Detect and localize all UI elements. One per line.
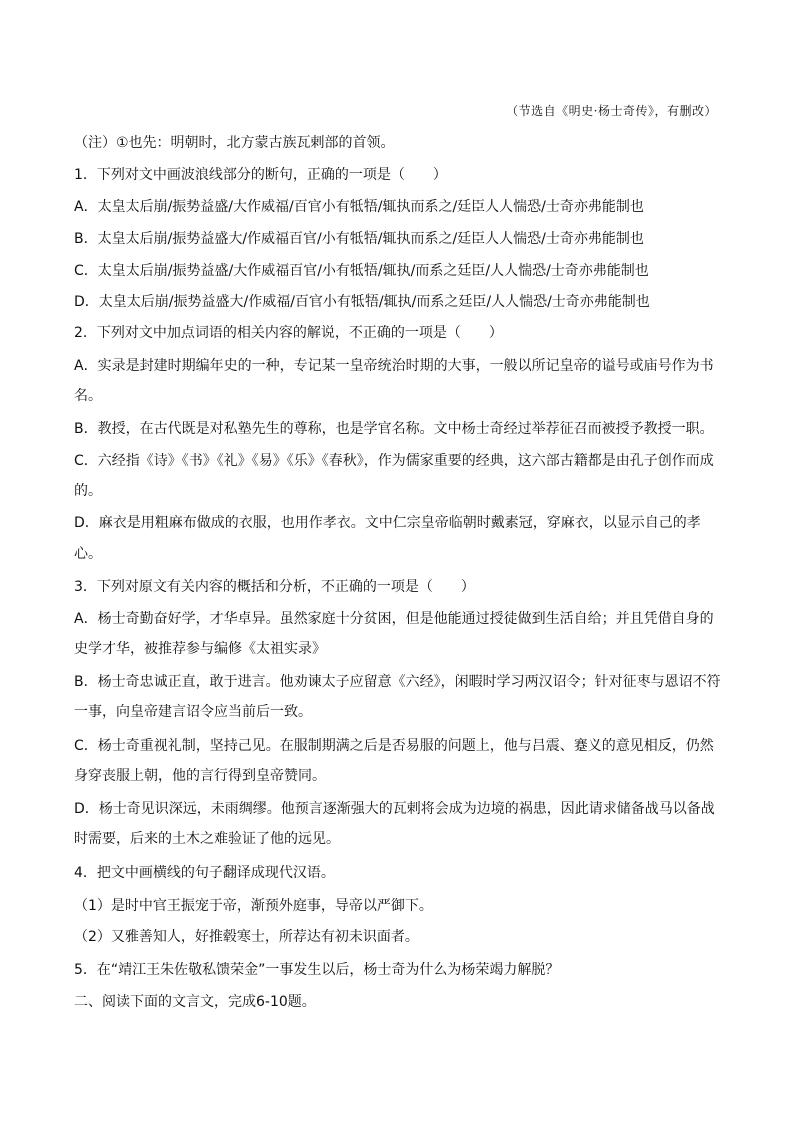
question-5-stem: 5．在“靖江王朱佐敬私馈荣金”一事发生以后，杨士奇为什么为杨荣竭力解脱？ — [74, 962, 560, 978]
question-3-option-b-line2: 一事，向皇帝建言诏令应当前后一致。 — [74, 704, 312, 720]
question-3-option-a-line1: A．杨士奇勤奋好学，才华卓异。虽然家庭十分贫困，但是他能通过授徒做到生活自给；并且凭借自身的 — [74, 611, 714, 627]
question-4-sentence-2: （2）又雅善知人，好推毂寒士，所荐达有初未识面者。 — [74, 929, 419, 945]
question-2-stem: 2．下列对文中加点词语的相关内容的解说，不正确的一项是（ ） — [74, 325, 503, 341]
question-2-option-c-line1: C．六经指《诗》《书》《礼》《易》《乐》《春秋》，作为儒家重要的经典，这六部古籍都是由孔子创作而成 — [74, 453, 714, 469]
source-note: （节选自《明史·杨士奇传》，有删改） — [506, 104, 717, 118]
question-1-option-a: A．太皇太后崩/振势益盛/大作威福/百官小有牴牾/辄执而系之/廷臣人人惴恐/士奇亦弗能制也 — [74, 199, 644, 215]
question-1-option-b: B．太皇太后崩/振势益盛大/作威福百官/小有牴牾/辄执而系之/廷臣人人惴恐/士奇亦弗能制也 — [74, 231, 644, 247]
annotation-note: （注）①也先：明朝时，北方蒙古族瓦剌部的首领。 — [74, 135, 395, 151]
question-2-option-a-line2: 名。 — [74, 388, 102, 404]
question-2-option-b: B．教授，在古代既是对私塾先生的尊称，也是学官名称。文中杨士奇经过举荐征召而被授予教授一职。 — [74, 421, 714, 437]
question-3-option-c-line1: C．杨士奇重视礼制，坚持己见。在服制期满之后是否易服的问题上，他与吕震、蹇义的意见相反，仍然 — [74, 738, 714, 754]
question-3-option-d-line2: 时需要，后来的土木之难验证了他的远见。 — [74, 831, 340, 847]
question-3-option-c-line2: 身穿丧服上朝，他的言行得到皇帝赞同。 — [74, 768, 326, 784]
question-2-option-d-line1: D．麻衣是用粗麻布做成的衣服，也用作孝衣。文中仁宗皇帝临朝时戴素冠，穿麻衣，以显示自己的孝 — [74, 515, 701, 531]
question-2-option-d-line2: 心。 — [74, 546, 102, 562]
question-3-option-d-line1: D．杨士奇见识深远，未雨绸缪。他预言逐渐强大的瓦剌将会成为边境的祸患，因此请求储备战马以备战 — [74, 801, 715, 817]
question-3-option-a-line2: 史学才华，被推荐参与编修《太祖实录》 — [74, 641, 326, 657]
question-1-option-d: D．太皇太后崩/振势益盛大/作威福/百官小有牴牾/辄执/而系之廷臣/人人惴恐/士奇亦弗能制也 — [74, 294, 650, 310]
question-1-stem: 1．下列对文中画波浪线部分的断句，正确的一项是（ ） — [74, 167, 447, 183]
question-4-stem: 4．把文中画横线的句子翻译成现代汉语。 — [74, 865, 335, 881]
question-2-option-c-line2: 的。 — [74, 483, 102, 499]
section-2-heading: 二、阅读下面的文言文，完成6-10题。 — [74, 994, 316, 1010]
question-4-sentence-1: （1）是时中官王振宠于帝，渐预外庭事，导帝以严御下。 — [74, 898, 433, 914]
question-3-stem: 3．下列对原文有关内容的概括和分析，不正确的一项是（ ） — [74, 579, 475, 595]
question-2-option-a-line1: A．实录是封建时期编年史的一种，专记某一皇帝统治时期的大事，一般以所记皇帝的谥号或庙号作为书 — [74, 358, 714, 374]
question-3-option-b-line1: B．杨士奇忠诚正直，敢于进言。他劝谏太子应留意《六经》，闲暇时学习两汉诏令；针对征枣与恩诏不符 — [74, 674, 721, 690]
question-1-option-c: C．太皇太后崩/振势益盛/大作威福百官/小有牴牾/辄执/而系之廷臣/人人惴恐/士奇亦弗能制也 — [74, 263, 649, 279]
